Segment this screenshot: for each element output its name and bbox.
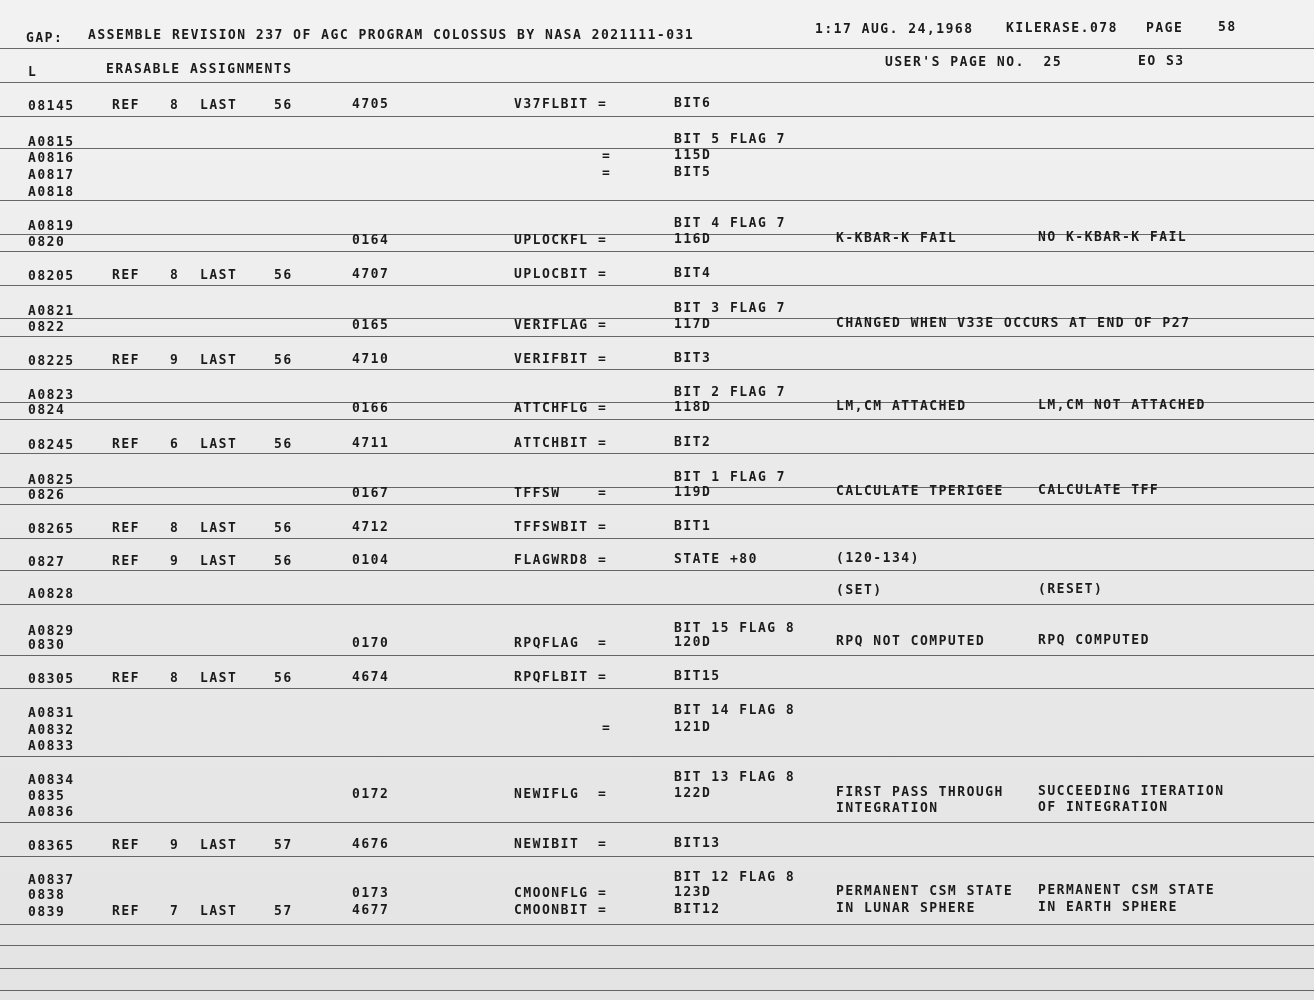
symbol-value: BIT 13 FLAG 8 (674, 770, 796, 785)
symbol-value: BIT 3 FLAG 7 (674, 301, 786, 316)
comment-reset: NO K-KBAR-K FAIL (1038, 230, 1188, 245)
last-keyword: LAST (200, 521, 238, 536)
ref-keyword: REF (112, 98, 140, 113)
octal-address: 4676 (352, 837, 390, 852)
comment-reset: CALCULATE TFF (1038, 483, 1160, 498)
ref-keyword: REF (112, 437, 140, 452)
last-page: 56 (274, 554, 293, 569)
last-page: 56 (274, 353, 293, 368)
symbol-value: BIT 14 FLAG 8 (674, 703, 796, 718)
symbol-label: FLAGWRD8 = (514, 553, 608, 568)
ruled-line (0, 756, 1314, 757)
symbol-label: NEWIBIT = (514, 837, 608, 852)
ref-count: 9 (170, 554, 180, 569)
comment-set: RPQ NOT COMPUTED (836, 634, 986, 649)
ruled-line (0, 945, 1314, 946)
symbol-label: VERIFLAG = (514, 318, 608, 333)
last-page: 57 (274, 904, 293, 919)
last-keyword: LAST (200, 98, 238, 113)
symbol-value: BIT 2 FLAG 7 (674, 385, 786, 400)
comment-reset: LM,CM NOT ATTACHED (1038, 398, 1206, 413)
print-timestamp: 1:17 AUG. 24,1968 (815, 22, 974, 37)
ruled-line (0, 251, 1314, 252)
symbol-label: CMOONBIT = (514, 903, 608, 918)
octal-address: 0167 (352, 486, 390, 501)
comment-set: CALCULATE TPERIGEE (836, 484, 1004, 499)
eo-marker: EO S3 (1138, 54, 1185, 69)
octal-address: 4674 (352, 670, 390, 685)
last-keyword: LAST (200, 554, 238, 569)
comment-set: INTEGRATION (836, 801, 939, 816)
ruled-line (0, 822, 1314, 823)
l-marker: L (28, 65, 38, 80)
last-page: 56 (274, 437, 293, 452)
comment-set: LM,CM ATTACHED (836, 399, 967, 414)
symbol-value: BIT15 (674, 669, 721, 684)
symbol-label: UPLOCKFL = (514, 233, 608, 248)
file-name: KILERASE.078 (1006, 21, 1118, 36)
ruled-line (0, 116, 1314, 117)
line-id: A0823 (28, 388, 75, 403)
comment-set: CHANGED WHEN V33E OCCURS AT END OF P27 (836, 316, 1191, 331)
ruled-line (0, 538, 1314, 539)
symbol-value: BIT12 (674, 902, 721, 917)
ruled-line (0, 990, 1314, 991)
octal-address: 0170 (352, 636, 390, 651)
ruled-line (0, 82, 1314, 83)
symbol-value: BIT 1 FLAG 7 (674, 470, 786, 485)
last-page: 56 (274, 671, 293, 686)
symbol-value: 117D (674, 317, 712, 332)
ruled-line (0, 453, 1314, 454)
line-id: A0834 (28, 773, 75, 788)
line-id: 0830 (28, 638, 66, 653)
user-page-number: USER'S PAGE NO. 25 (885, 55, 1063, 70)
symbol-label: TFFSW = (514, 486, 608, 501)
line-id: 0824 (28, 403, 66, 418)
ruled-line (0, 200, 1314, 201)
line-id: A0816 (28, 151, 75, 166)
last-keyword: LAST (200, 904, 238, 919)
line-id: 0820 (28, 235, 66, 250)
octal-address: 0104 (352, 553, 390, 568)
octal-address: 4712 (352, 520, 390, 535)
symbol-label: VERIFBIT = (514, 352, 608, 367)
ref-count: 7 (170, 904, 180, 919)
ruled-line (0, 48, 1314, 49)
symbol-label: CMOONFLG = (514, 886, 608, 901)
ref-keyword: REF (112, 838, 140, 853)
last-page: 57 (274, 838, 293, 853)
symbol-value: BIT 5 FLAG 7 (674, 132, 786, 147)
comment-set: (120-134) (836, 551, 920, 566)
ref-keyword: REF (112, 353, 140, 368)
symbol-value: 123D (674, 885, 712, 900)
line-id: A0817 (28, 168, 75, 183)
last-page: 56 (274, 521, 293, 536)
symbol-value: BIT 12 FLAG 8 (674, 870, 796, 885)
symbol-value: 115D (674, 148, 712, 163)
page-number: 58 (1218, 20, 1237, 35)
octal-address: 0166 (352, 401, 390, 416)
last-page: 56 (274, 268, 293, 283)
line-id: 08305 (28, 672, 75, 687)
comment-reset: RPQ COMPUTED (1038, 633, 1150, 648)
symbol-label: UPLOCBIT = (514, 267, 608, 282)
octal-address: 4705 (352, 97, 390, 112)
octal-address: 4711 (352, 436, 390, 451)
comment-set: (SET) (836, 583, 883, 598)
ref-keyword: REF (112, 521, 140, 536)
comment-set: PERMANENT CSM STATE (836, 884, 1014, 899)
line-id: 08145 (28, 99, 75, 114)
last-keyword: LAST (200, 437, 238, 452)
ruled-line (0, 688, 1314, 689)
symbol-value: BIT13 (674, 836, 721, 851)
symbol-value: BIT3 (674, 351, 712, 366)
ref-count: 8 (170, 98, 180, 113)
symbol-value: BIT 15 FLAG 8 (674, 621, 796, 636)
line-id: 0839 (28, 905, 66, 920)
symbol-label: V37FLBIT = (514, 97, 608, 112)
octal-address: 4710 (352, 352, 390, 367)
symbol-label: = (602, 721, 612, 736)
ref-count: 9 (170, 353, 180, 368)
ref-keyword: REF (112, 554, 140, 569)
ruled-line (0, 655, 1314, 656)
comment-set: K-KBAR-K FAIL (836, 231, 958, 246)
symbol-label: RPQFLAG = (514, 636, 608, 651)
ref-count: 8 (170, 671, 180, 686)
page-label: PAGE (1146, 21, 1184, 36)
symbol-value: 121D (674, 720, 712, 735)
ruled-line (0, 504, 1314, 505)
last-page: 56 (274, 98, 293, 113)
line-id: A0829 (28, 624, 75, 639)
section-title: ERASABLE ASSIGNMENTS (106, 62, 293, 77)
octal-address: 0172 (352, 787, 390, 802)
symbol-label: NEWIFLG = (514, 787, 608, 802)
last-keyword: LAST (200, 671, 238, 686)
octal-address: 0165 (352, 318, 390, 333)
line-id: 08365 (28, 839, 75, 854)
ref-count: 8 (170, 268, 180, 283)
last-keyword: LAST (200, 838, 238, 853)
symbol-value: BIT1 (674, 519, 712, 534)
ref-keyword: REF (112, 904, 140, 919)
ref-keyword: REF (112, 671, 140, 686)
line-id: A0832 (28, 723, 75, 738)
comment-reset: IN EARTH SPHERE (1038, 900, 1178, 915)
symbol-value: 118D (674, 400, 712, 415)
symbol-value: BIT 4 FLAG 7 (674, 216, 786, 231)
comment-set: FIRST PASS THROUGH (836, 785, 1004, 800)
octal-address: 0173 (352, 886, 390, 901)
line-id: A0836 (28, 805, 75, 820)
line-id: A0819 (28, 219, 75, 234)
line-id: 08205 (28, 269, 75, 284)
line-id: A0821 (28, 304, 75, 319)
gap-label: GAP: (26, 31, 64, 46)
symbol-value: 120D (674, 635, 712, 650)
ruled-line (0, 604, 1314, 605)
symbol-label: = (602, 166, 612, 181)
symbol-value: BIT4 (674, 266, 712, 281)
symbol-value: STATE +80 (674, 552, 758, 567)
line-id: A0837 (28, 873, 75, 888)
line-id: 0826 (28, 488, 66, 503)
symbol-value: BIT6 (674, 96, 712, 111)
ref-keyword: REF (112, 268, 140, 283)
ruled-line (0, 924, 1314, 925)
line-id: 0822 (28, 320, 66, 335)
ruled-line (0, 285, 1314, 286)
symbol-label: = (602, 149, 612, 164)
ruled-line (0, 148, 1314, 149)
last-keyword: LAST (200, 268, 238, 283)
line-id: 0838 (28, 888, 66, 903)
ruled-line (0, 336, 1314, 337)
comment-reset: OF INTEGRATION (1038, 800, 1169, 815)
symbol-label: TFFSWBIT = (514, 520, 608, 535)
octal-address: 4677 (352, 903, 390, 918)
line-id: A0818 (28, 185, 75, 200)
line-id: A0825 (28, 473, 75, 488)
ruled-line (0, 369, 1314, 370)
ruled-line (0, 570, 1314, 571)
line-id: 0827 (28, 555, 66, 570)
symbol-value: BIT5 (674, 165, 712, 180)
symbol-label: ATTCHFLG = (514, 401, 608, 416)
comment-reset: (RESET) (1038, 582, 1104, 597)
comment-reset: SUCCEEDING ITERATION (1038, 784, 1225, 799)
line-id: 08245 (28, 438, 75, 453)
comment-set: IN LUNAR SPHERE (836, 901, 976, 916)
ruled-line (0, 856, 1314, 857)
symbol-value: 116D (674, 232, 712, 247)
last-keyword: LAST (200, 353, 238, 368)
symbol-value: 122D (674, 786, 712, 801)
line-id: A0815 (28, 135, 75, 150)
line-id: A0831 (28, 706, 75, 721)
listing-title: ASSEMBLE REVISION 237 OF AGC PROGRAM COLOSSUS BY NASA 2021111-031 (88, 28, 695, 43)
symbol-value: 119D (674, 485, 712, 500)
line-id: 0835 (28, 789, 66, 804)
ref-count: 8 (170, 521, 180, 536)
comment-reset: PERMANENT CSM STATE (1038, 883, 1216, 898)
line-id: A0828 (28, 587, 75, 602)
symbol-label: ATTCHBIT = (514, 436, 608, 451)
line-id: A0833 (28, 739, 75, 754)
symbol-label: RPQFLBIT = (514, 670, 608, 685)
ruled-line (0, 968, 1314, 969)
symbol-value: BIT2 (674, 435, 712, 450)
octal-address: 0164 (352, 233, 390, 248)
ref-count: 6 (170, 437, 180, 452)
line-id: 08265 (28, 522, 75, 537)
ref-count: 9 (170, 838, 180, 853)
octal-address: 4707 (352, 267, 390, 282)
line-id: 08225 (28, 354, 75, 369)
ruled-line (0, 419, 1314, 420)
